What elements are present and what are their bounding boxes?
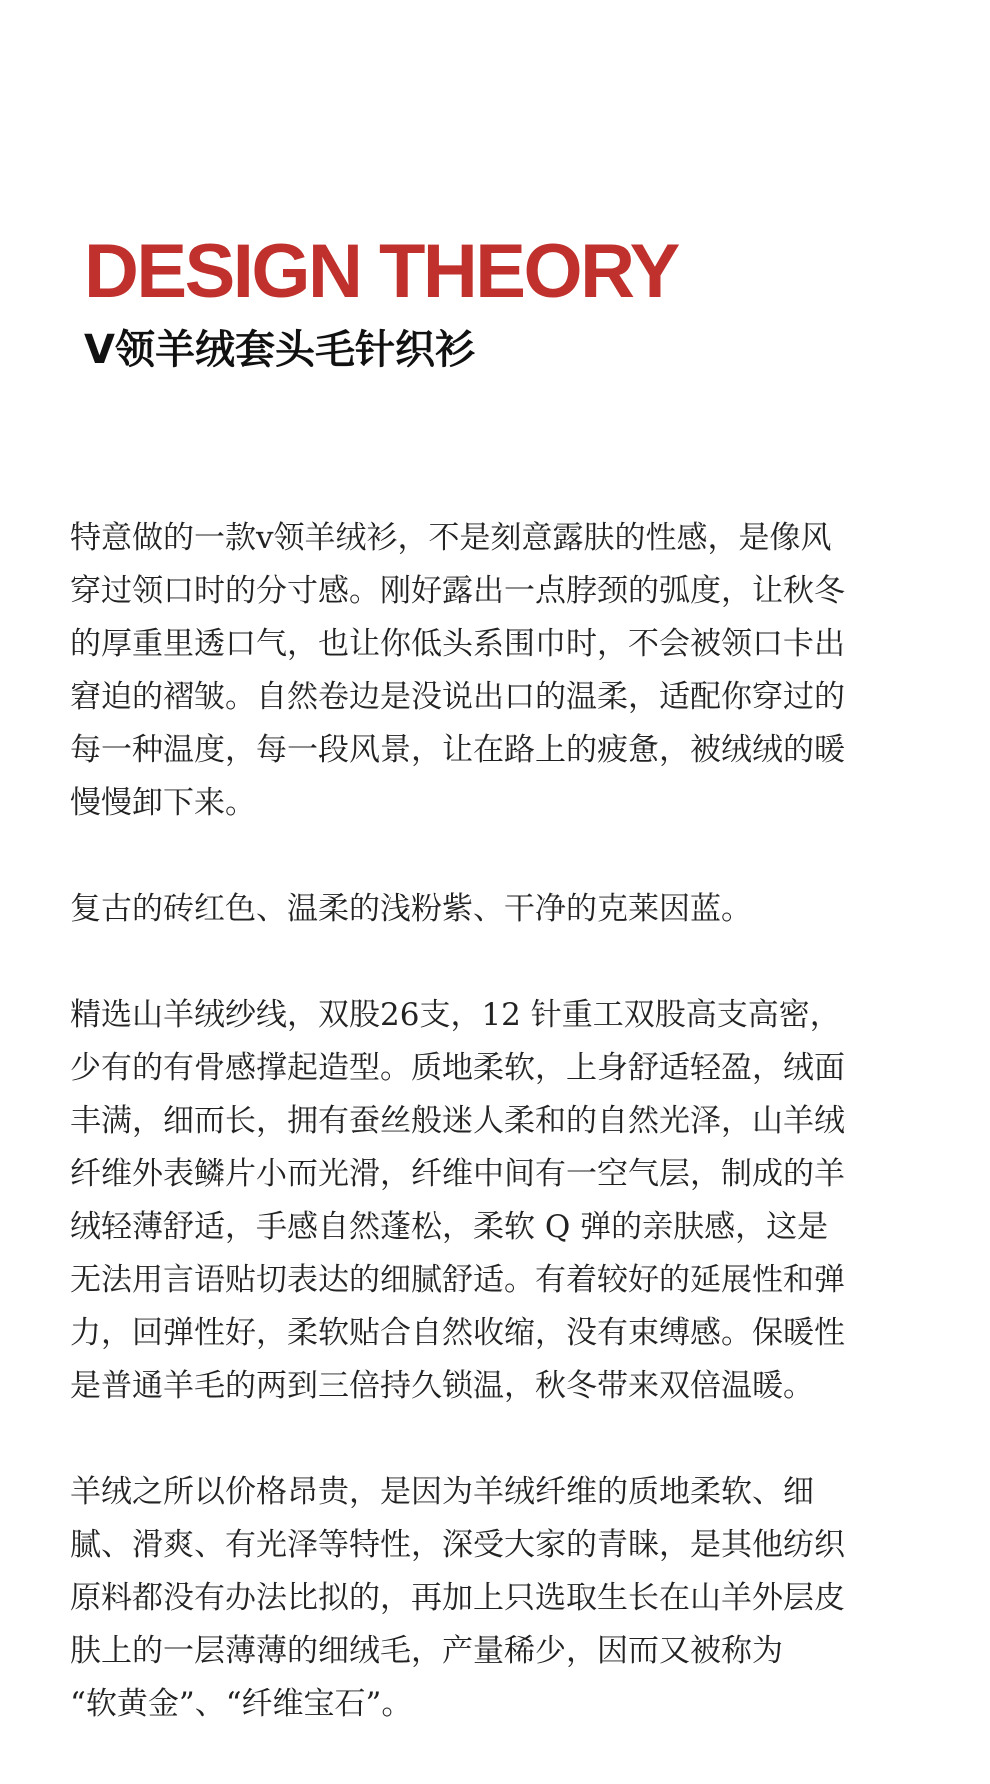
text-line: 的厚重里透口气，也让你低头系围巾时，不会被领口卡出 (70, 626, 845, 662)
text-line: “软黄金”、“纤维宝石”。 (70, 1686, 413, 1722)
text-line: 是普通羊毛的两到三倍持久锁温，秋冬带来双倍温暖。 (70, 1368, 814, 1404)
page-title: DESIGN THEORY (84, 229, 678, 314)
text-line: 特意做的一款v领羊绒衫，不是刻意露肤的性感，是像风 (70, 520, 832, 556)
text-line: 无法用言语贴切表达的细腻舒适。有着较好的延展性和弹 (70, 1262, 845, 1298)
text-line: 腻、滑爽、有光泽等特性，深受大家的青睐，是其他纺织 (70, 1527, 845, 1563)
description-body (70, 512, 930, 1784)
text-line: 纤维外表鳞片小而光滑，纤维中间有一空气层，制成的羊 (70, 1156, 845, 1192)
paragraph-value (70, 1466, 930, 1731)
text-line: 少有的有骨感撑起造型。质地柔软，上身舒适轻盈，绒面 (70, 1050, 845, 1086)
text-line: 绒轻薄舒适，手感自然蓬松，柔软 Q 弹的亲肤感，这是 (70, 1209, 829, 1245)
text-line: 羊绒之所以价格昂贵，是因为羊绒纤维的质地柔软、细 (70, 1474, 814, 1510)
product-subtitle: V领羊绒套头毛针织衫 (84, 327, 475, 373)
text-line: 原料都没有办法比拟的，再加上只选取生长在山羊外层皮 (70, 1580, 845, 1616)
text-line: 每一种温度，每一段风景，让在路上的疲惫，被绒绒的暖 (70, 732, 845, 768)
paragraph-colors (70, 883, 930, 936)
paragraph-material (70, 989, 930, 1413)
text-line: 穿过领口时的分寸感。刚好露出一点脖颈的弧度，让秋冬 (70, 573, 845, 609)
text-line: 力，回弹性好，柔软贴合自然收缩，没有束缚感。保暖性 (70, 1315, 845, 1351)
text-line: 窘迫的褶皱。自然卷边是没说出口的温柔，适配你穿过的 (70, 679, 845, 715)
text-line: 肤上的一层薄薄的细绒毛，产量稀少，因而又被称为 (70, 1633, 783, 1669)
text-line: 慢慢卸下来。 (70, 785, 256, 821)
text-line: 丰满，细而长，拥有蚕丝般迷人柔和的自然光泽，山羊绒 (70, 1103, 845, 1139)
text-line: 精选山羊绒纱线，双股26支，12 针重工双股高支高密， (70, 997, 841, 1033)
text-line: 复古的砖红色、温柔的浅粉紫、干净的克莱因蓝。 (70, 891, 752, 927)
paragraph-intro (70, 512, 930, 830)
